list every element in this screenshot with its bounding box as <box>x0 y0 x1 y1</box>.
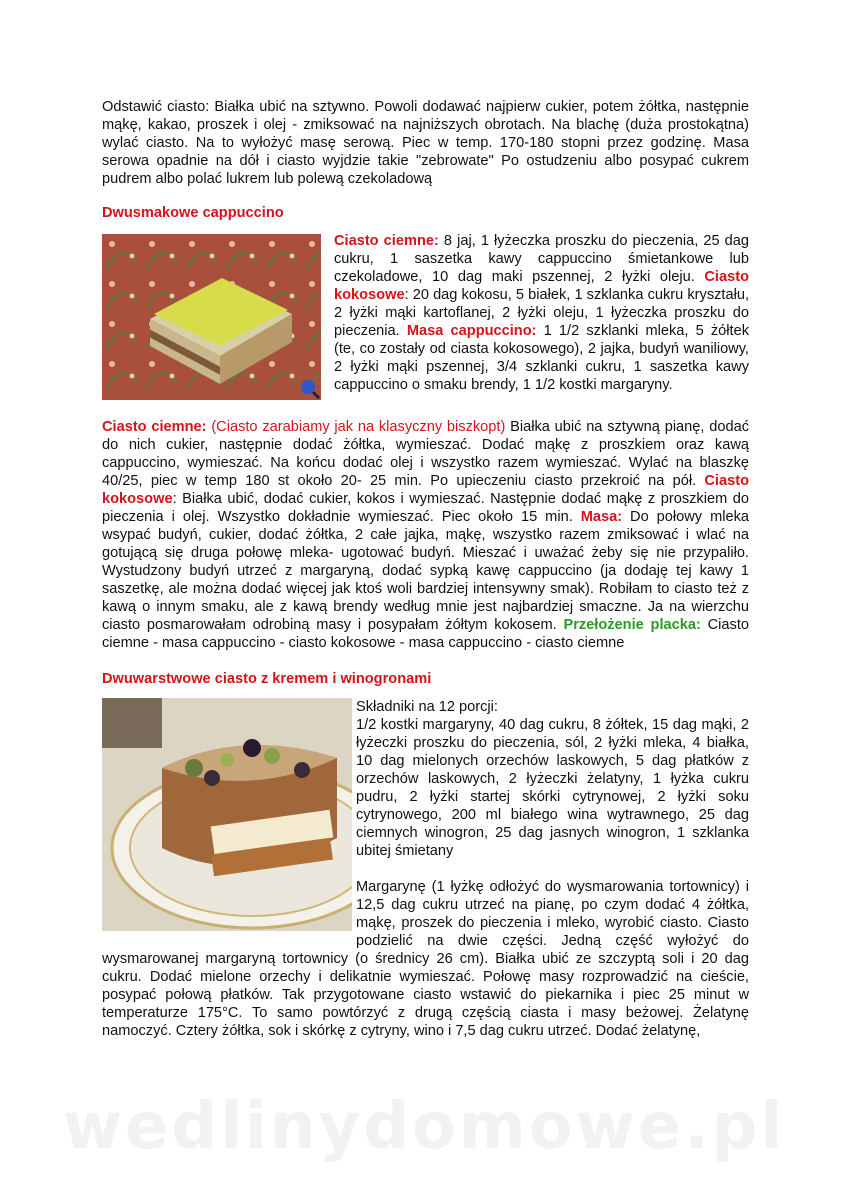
method-label-masa: Masa: <box>580 509 623 525</box>
document-body <box>102 98 749 1040</box>
ingr-text-ciasto-kokosowe: : 20 dag kokosu, 5 białek, 1 szklanka cukru kryształu, 2 łyżki mąki kartoflanej, 2 łyżki oleju, 1 łyżeczka proszku do pieczenia. <box>334 287 749 339</box>
recipe2-ingredients: 1/2 kostki margaryny, 40 dag cukru, 8 żółtek, 15 dag mąki, 2 łyżeczki proszku do pieczenia, sól, 2 łyżki mleka, 4 białka, 10 dag mielonych orzechów laskowych, 5 dag płatków z orzechów laskowych, 2 łyżeczki żelatyny, 1 łyżka cukru pudru, 2 łyżki startej skórki cytrynowej, 2 łyżki soku cytrynowego, 200 ml białego wina wytrawnego, 25 dag ciemnych winogron, 25 dag jasnych winogron, 1 szklanka ubitej śmietany <box>356 717 749 859</box>
method-label-ciasto-kokosowe: Ciasto kokosowe <box>102 473 749 507</box>
method-text-4: Ciasto ciemne - masa cappuccino - ciasto kokosowe - masa cappuccino - ciasto ciemne <box>102 617 749 651</box>
recipe1-section <box>102 232 749 404</box>
method-label-ciasto-ciemne: Ciasto ciemne: <box>102 419 207 435</box>
ingr-text-masa-cappuccino: 1 1/2 szklanki mleka, 5 żółtek (te, co zostały od ciasta kokosowego), 2 jajka, budyń waniliowy, 2 łyżki mąki pszennej, 3/4 szklanki cukru, 1 saszetka kawy cappuccino o smaku brendy, 1 1/2 kostki margaryny. <box>334 323 749 393</box>
method-text-1: Białka ubić na sztywną pianę, dodać do nich cukier, następnie dodać żółtka, wymieszać. Dodać mąkę z proszkiem oraz kawą cappuccino, wymieszać. Na końcu dodać olej i wszystko razem wymieszać. Wylać na blaszkę 40/25, piec w temp 180 st około 20- 25 min. Po upieczeniu ciasto przekroić na pół. <box>102 419 750 489</box>
cake-image-cappuccino <box>102 234 321 400</box>
ingr-label-masa-cappuccino: Masa cappuccino: <box>406 323 537 339</box>
recipe2-section <box>102 698 749 1040</box>
recipe1-method <box>102 418 749 652</box>
watermark: wedlinydomowe.pl <box>62 1090 786 1164</box>
cake-photo-grapes <box>102 698 352 931</box>
ingr-label-ciasto-ciemne: Ciasto ciemne: <box>334 233 439 249</box>
method-note-biszkopt: (Ciasto zarabiamy jak na klasyczny biszkopt) <box>206 419 506 435</box>
cake-photo-cappuccino <box>102 234 321 400</box>
cake-image-grapes <box>102 698 352 931</box>
recipe1-title: Dwusmakowe cappuccino <box>102 205 284 221</box>
ingr-text-ciasto-ciemne: 8 jaj, 1 łyżeczka proszku do pieczenia, 25 dag cukru, 1 saszetka kawy cappuccino śmietankowe lub czekoladowe, 10 dag maki pszennej, 2 łyżki oleju. <box>334 233 750 285</box>
ingr-label-ciasto-kokosowe: Ciasto kokosowe <box>334 269 749 303</box>
recipe2-servings: Składniki na 12 porcji: <box>356 699 498 715</box>
method-label-przelozenie: Przełożenie placka: <box>563 617 701 633</box>
recipe2-title: Dwuwarstwowe ciasto z kremem i winogronami <box>102 671 432 687</box>
intro-paragraph: Odstawić ciasto: Białka ubić na sztywno. Powoli dodawać najpierw cukier, potem żółtka, następnie mąkę, kakao, proszek i olej - zmiksować na najniższych obrotach. Na blachę (duża prostokątna) wylać ciasto. Na to wyłożyć masę serową. Piec w temp. 170-180 stopni przez godzinę. Masa serowa opadnie na dół i ciasto wyjdzie takie "zebrowate" Po ostudzeniu albo posypać cukrem pudrem albo polać lukrem lub polewą czekoladową <box>102 99 749 187</box>
recipe2-method: Margarynę (1 łyżkę odłożyć do wysmarowania tortownicy) i 12,5 dag cukru utrzeć na pianę, po czym dodać 4 żółtka, mąkę, proszek do pieczenia i mleko, wyrobić ciasto. Ciasto podzielić na dwie części. Jedną część wyłożyć do wysmarowanej margaryną tortownicy (o średnicy 26 cm). Białka ubić ze szczyptą soli i 20 dag cukru. Dodać mielone orzechy i delikatnie wymieszać. Połowę masy rozprowadzić na cieście, posypać połową płatków. Tak przygotowane ciasto wstawić do piekarnika i piec 25 minut w temperaturze 175°C. To samo powtórzyć z drugą częścią ciasta i masy beżowej. Żelatynę namoczyć. Cztery żółtka, sok i skórkę z cytryny, wino i 7,5 dag cukru utrzeć. Dodać żelatynę, <box>102 879 749 1039</box>
method-text-2: : Białka ubić, dodać cukier, kokos i wymieszać. Następnie dodać mąkę z proszkiem do pieczenia i olej. Wszystko dokładnie wymieszać. Piec około 15 min. <box>102 491 749 525</box>
method-text-3: Do połowy mleka wsypać budyń, cukier, dodać żółtka, 2 całe jajka, mąkę, wszystko razem zmiksować i wlać na gotującą się druga połowę mleka- ugotować budyń. Mieszać i uważać żeby się nie przypaliło. Wystudzony budyń utrzeć z margaryną, dodać sypką kawę cappuccino (ja dodaję tej kawy 1 saszetkę, ale można dodać więcej jak ktoś woli bardziej intensywny smak). Robiłam to ciasto też z kawą o innym smaku, ale z kawą brendy według mnie jest najbardziej smaczne. Ja na wierzchu ciasto posmarowałam odrobiną masy i posypałam żółtym kokosem. <box>102 509 749 633</box>
